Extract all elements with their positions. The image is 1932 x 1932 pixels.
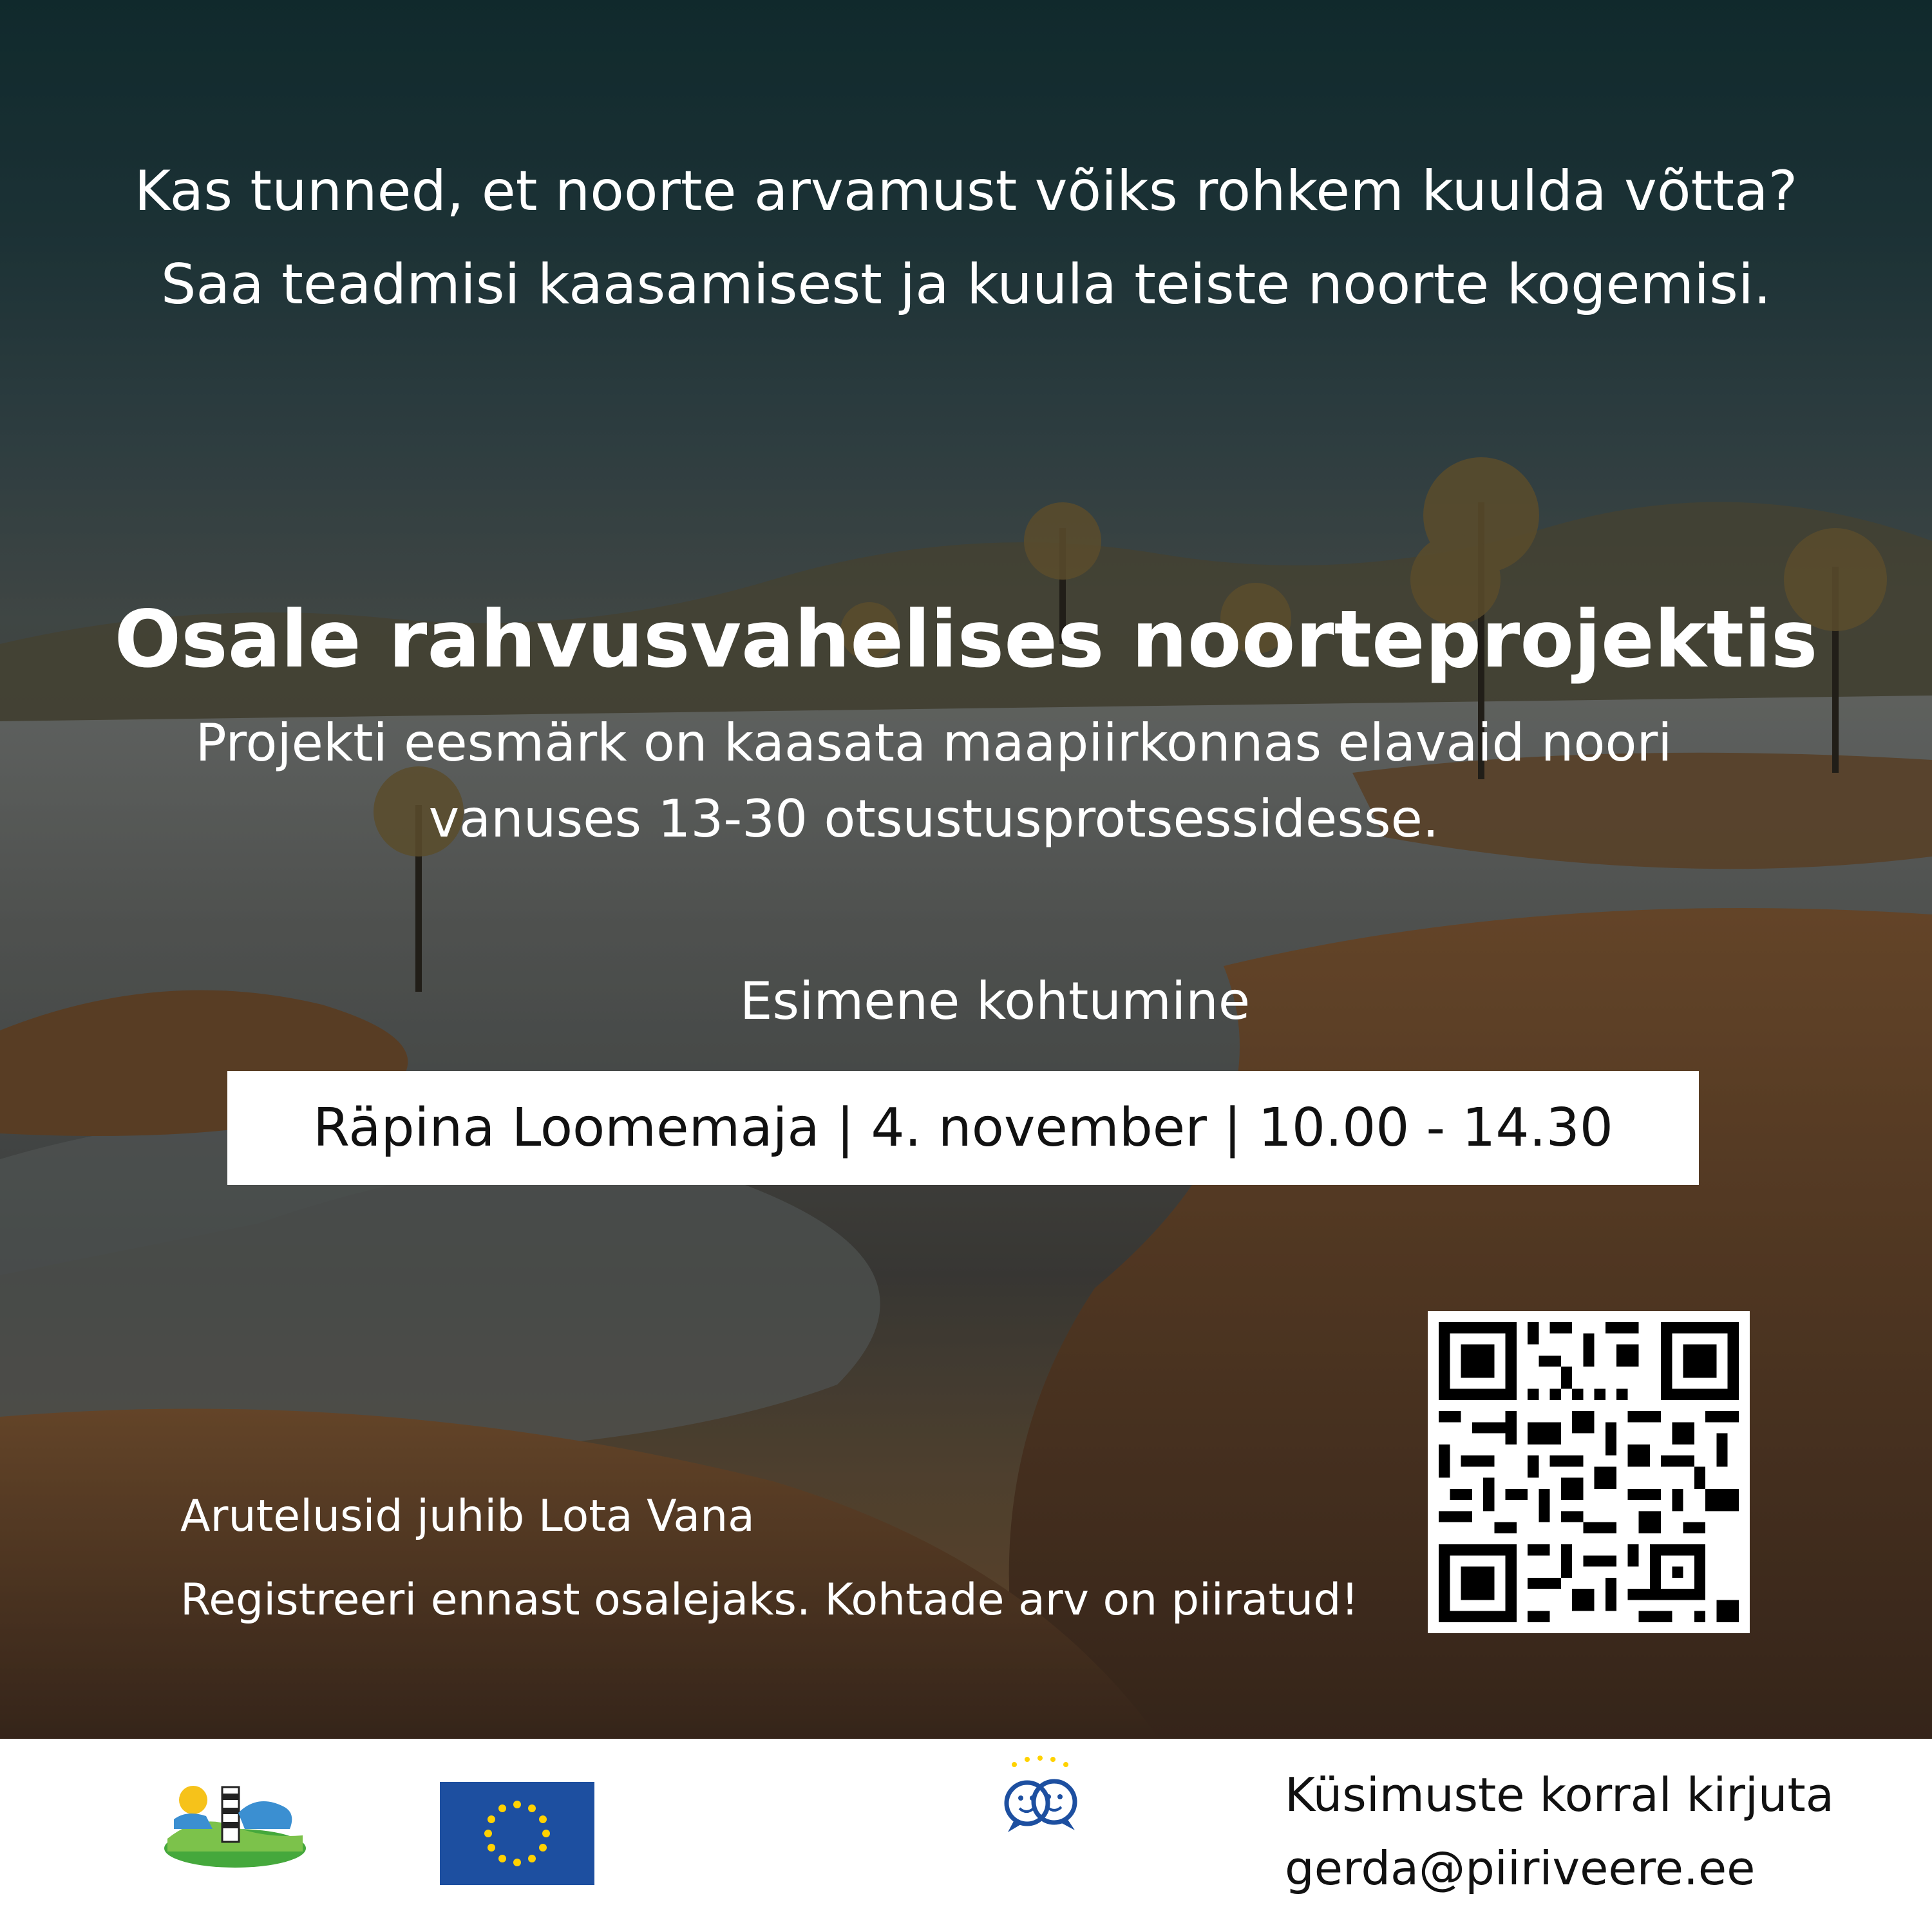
project-goal xyxy=(64,705,1803,857)
contact-info xyxy=(1285,1758,1834,1905)
register-text: Registreeri ennast osalejaks. Kohtade arv on piiratud! xyxy=(180,1575,1359,1625)
contact-prompt: Küsimuste korral kirjuta xyxy=(1285,1768,1834,1822)
event-details: Räpina Loomemaja | 4. november | 10.00 - 14.30 xyxy=(313,1097,1613,1159)
headline: Osale rahvusvahelises noorteprojektis xyxy=(114,594,1818,685)
intro-line-1: Kas tunned, et noorte arvamust võiks rohkem kuulda võtta? xyxy=(134,159,1798,223)
moderator-text: Arutelusid juhib Lota Vana xyxy=(180,1491,755,1542)
event-label: Esimene kohtumine xyxy=(739,971,1251,1031)
goal-line-1: Projekti eesmärk on kaasata maapiirkonnas elavaid noori xyxy=(195,713,1672,773)
goal-line-2: vanuses 13-30 otsustusprotsessidesse. xyxy=(428,789,1439,849)
intro-line-2: Saa teadmisi kaasamisest ja kuula teiste noorte kogemisi. xyxy=(160,252,1772,317)
footer xyxy=(0,1739,1932,1932)
eu-flag-icon xyxy=(440,1782,594,1885)
piiriveere-liider-logo xyxy=(161,1774,309,1871)
connect-r-logo xyxy=(989,1752,1092,1880)
qr-code-icon xyxy=(1428,1311,1750,1633)
event-details-box xyxy=(227,1071,1699,1185)
qr-code[interactable] xyxy=(1428,1311,1750,1633)
contact-email[interactable]: gerda@piiriveere.ee xyxy=(1285,1841,1756,1895)
intro-text xyxy=(0,145,1932,332)
